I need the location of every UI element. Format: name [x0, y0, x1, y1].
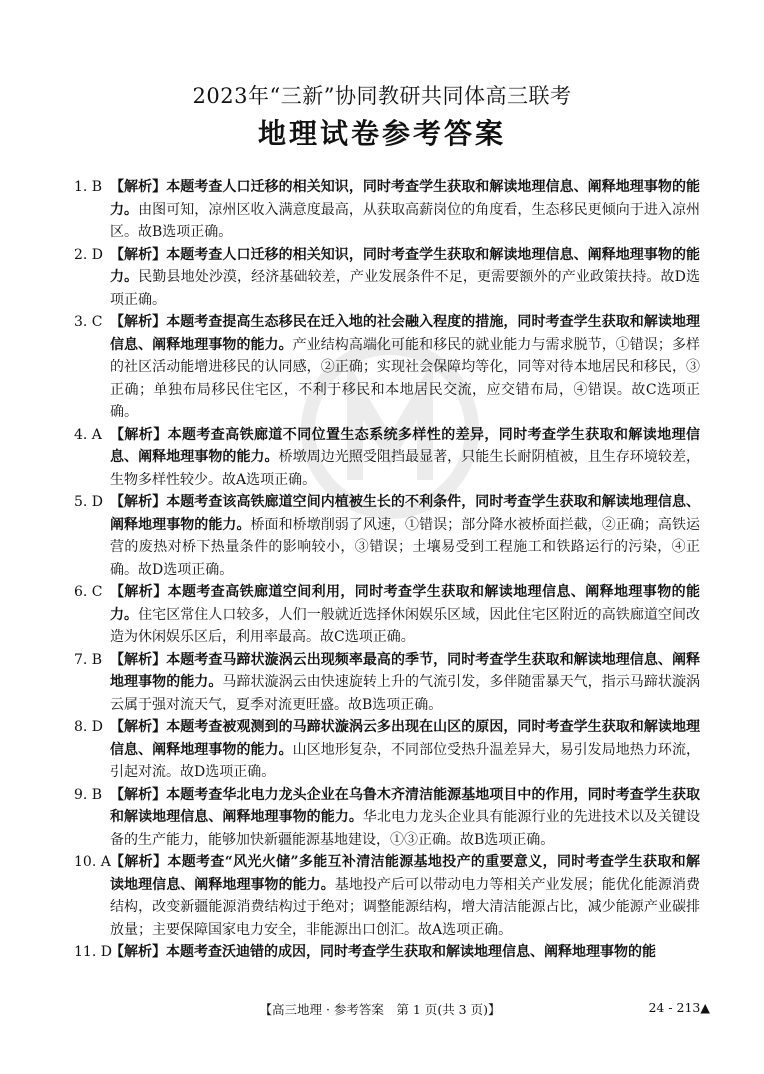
- analysis-focus: 本题考查高铁廊道不同位置生态系统多样性的差异，同时考查学生获取和解读地理信息、阐释地理事物的能力。: [110, 426, 701, 465]
- footer-code: 24 - 213▲: [648, 1000, 710, 1015]
- analysis-text: 由图可知，凉州区收入满意度最高，从获取高薪岗位的角度看，生态移民更倾向于进入凉州区。故B选项正确。: [110, 201, 701, 240]
- answer-item: [74, 941, 700, 964]
- answer-item: [74, 244, 700, 312]
- analysis-focus: 本题考查马蹄状漩涡云出现频率最高的季节，同时考查学生获取和解读地理信息、阐释地理事物的能力。: [110, 651, 701, 690]
- analysis-tag: 【解析】: [110, 246, 167, 263]
- analysis-focus: 本题考查人口迁移的相关知识，同时考查学生获取和解读地理信息、阐释地理事物的能力。: [110, 179, 701, 218]
- analysis-focus: 本题考查华北电力龙头企业在乌鲁木齐清洁能源基地项目中的作用，同时考查学生获取和解读地理信息、阐释地理事物的能力。: [110, 786, 701, 825]
- analysis-tag: 【解析】: [110, 651, 167, 668]
- analysis-text: 住宅区常住人口较多，人们一般就近选择休闲娱乐区域，因此住宅区附近的高铁廊道空间改造为休闲娱乐区后，利用率最高。故C选项正确。: [110, 606, 701, 645]
- analysis-focus: 本题考查人口迁移的相关知识，同时考查学生获取和解读地理信息、阐释地理事物的能力。: [110, 246, 701, 285]
- analysis-focus: 本题考查该高铁廊道空间内植被生长的不利条件，同时考查学生获取和解读地理信息、阐释地理事物的能力。: [110, 494, 701, 533]
- analysis-text: 桥墩周边光照受阻挡最显著，只能生长耐阴植被，且生存环境较差，生物多样性较少。故A选项正确。: [110, 449, 701, 488]
- question-number: 6. C: [74, 584, 103, 600]
- analysis-text: 产业结构高端化可能和移民的就业能力与需求脱节，①错误；多样的社区活动能增进移民的认同感，②正确；实现社会保障均等化，同等对待本地居民和移民，③正确；单独布局移民住宅区，不利于移民和本地居民交流，应交错布局，④错误。故C选项正确。: [110, 336, 701, 420]
- analysis-text: 马蹄状漩涡云由快速旋转上升的气流引发，多伴随雷暴天气，指示马蹄状漩涡云属于强对流天气，夏季对流更旺盛。故B选项正确。: [110, 674, 700, 713]
- analysis-text: 桥面和桥墩削弱了风速，①错误；部分降水被桥面拦截，②正确；高铁运营的废热对桥下热量条件的影响较小，③错误；土壤易受到工程施工和铁路运行的污染，④正确。故D选项正确。: [110, 516, 701, 578]
- question-number: 11. D: [74, 944, 112, 960]
- analysis-tag: 【解析】: [110, 584, 168, 600]
- analysis-tag: 【解析】: [110, 786, 167, 803]
- footer-page-info: 【高三地理 · 参考答案 第 1 页(共 3 页)】: [259, 1002, 501, 1017]
- document-header: [0, 82, 764, 152]
- answer-item: [74, 491, 700, 581]
- exam-title: 2023年“三新”协同教研共同体高三联考: [192, 84, 572, 108]
- question-number: 8. D: [74, 719, 104, 735]
- analysis-tag: 【解析】: [110, 854, 168, 870]
- analysis-focus: 本题考查被观测到的马蹄状漩涡云多出现在山区的原因，同时考查学生获取和解读地理信息、阐释地理事物的能力。: [110, 719, 701, 758]
- answer-item: [74, 649, 700, 717]
- question-number: 5. D: [74, 494, 104, 510]
- answer-item: [74, 176, 700, 244]
- question-number: 3. C: [74, 314, 103, 330]
- analysis-tag: 【解析】: [110, 944, 166, 960]
- analysis-focus: 本题考查沃迪错的成因，同时考查学生获取和解读地理信息、阐释地理事物的能: [166, 944, 656, 960]
- analysis-focus: 本题考查提高生态移民在迁入地的社会融入程度的措施，同时考查学生获取和解读地理信息、阐释地理事物的能力。: [110, 314, 701, 353]
- analysis-tag: 【解析】: [110, 179, 167, 195]
- question-number: 2. D: [74, 246, 104, 263]
- question-number: 7. B: [74, 651, 103, 668]
- question-number: 4. A: [74, 426, 102, 443]
- question-number: 1. B: [74, 179, 103, 195]
- page-footer: [0, 1000, 764, 1024]
- analysis-text: 基地投产后可以带动电力等相关产业发展；能优化能源消费结构，改变新疆能源消费结构过于绝对；调整能源结构，增大清洁能源占比，减少能源产业碳排放量；主要保障国家电力安全，非能源出口创汇。故A选项正确。: [110, 876, 700, 938]
- answer-item: [74, 851, 700, 941]
- answer-item: [74, 784, 700, 852]
- question-number: 9. B: [74, 786, 103, 803]
- analysis-tag: 【解析】: [110, 494, 167, 510]
- analysis-focus: 本题考查高铁廊道空间利用，同时考查学生获取和解读地理信息、阐释地理事物的能力。: [110, 584, 701, 623]
- question-number: 10. A: [74, 854, 111, 870]
- answer-item: [74, 424, 700, 492]
- analysis-tag: 【解析】: [110, 719, 167, 735]
- answer-item: [74, 716, 700, 784]
- analysis-text: 民勤县地处沙漠，经济基础较差，产业发展条件不足，更需要额外的产业政策扶持。故D选项正确。: [110, 269, 700, 308]
- analysis-text: 山区地形复杂，不同部位受热升温差异大，易引发局地热力环流，引起对流。故D选项正确。: [110, 741, 701, 780]
- analysis-text: 华北电力龙头企业具有能源行业的先进技术以及关键设备的生产能力，能够加快新疆能源基地建设，①③正确。故B选项正确。: [110, 809, 701, 848]
- analysis-tag: 【解析】: [110, 426, 168, 443]
- analysis-tag: 【解析】: [110, 314, 167, 330]
- analysis-focus: 本题考查“风光火储”多能互补清洁能源基地投产的重要意义，同时考查学生获取和解读地理信息、阐释地理事物的能力。: [110, 854, 700, 893]
- answer-list: [74, 176, 700, 964]
- answer-item: [74, 311, 700, 424]
- answer-item: [74, 581, 700, 649]
- answer-key-title: 地理试卷参考答案: [257, 117, 506, 150]
